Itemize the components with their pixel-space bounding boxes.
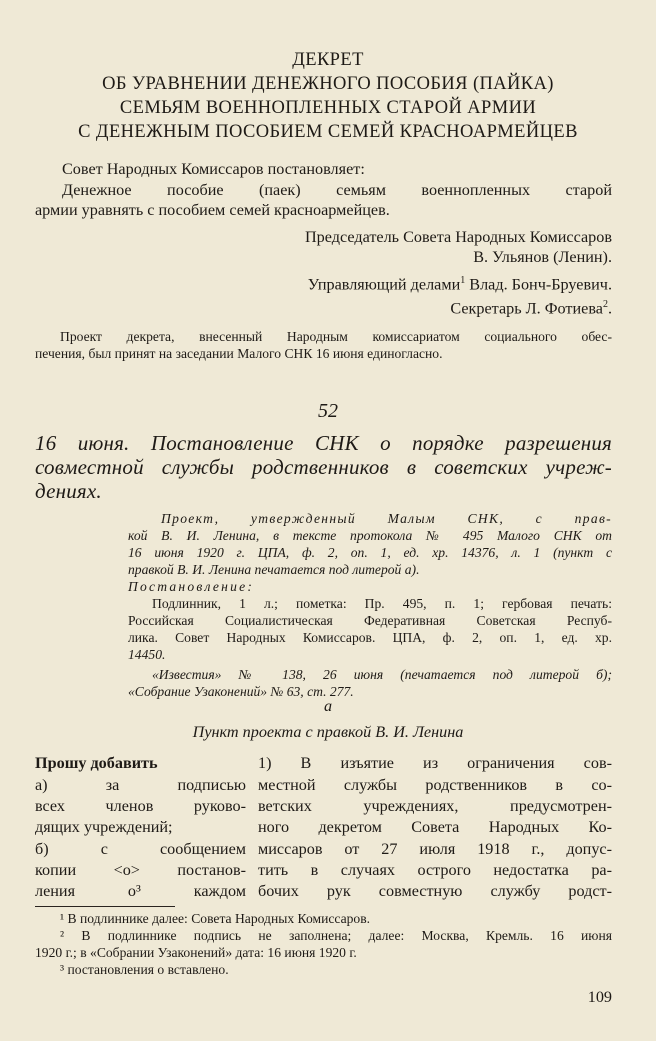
decree-body-line-3: армии уравнять с пособием семей красноармейцев.: [35, 201, 390, 219]
source-line-1: Проект, утвержденный Малым СНК, с прав-: [161, 511, 612, 526]
section-heading-line-2: совместной службы родственников в советских учреж-: [35, 455, 612, 479]
chairman-line-1: Председатель Совета Народных Комиссаров: [304, 228, 612, 246]
right-column-line-4: ного декретом Совета Народных Ко-: [258, 818, 612, 836]
manager-title: Управляющий делами: [307, 275, 461, 294]
section-heading-line-1: 16 июня. Постановление СНК о порядке разрешения: [35, 431, 612, 455]
original-line-2: Российская Социалистическая Федеративная Советская Респуб-: [128, 613, 612, 628]
left-column-line-7: ления о³ каждом: [35, 882, 246, 900]
footnote-divider: [35, 906, 175, 907]
decree-title-line-2: ОБ УРАВНЕНИИ ДЕНЕЖНОГО ПОСОБИЯ (ПАЙКА): [102, 74, 554, 94]
footnote-2-line-2: 1920 г.; в «Собрании Узаконений» дата: 16 июня 1920 г.: [35, 945, 357, 960]
footnote-2-line-1: ² В подлиннике подпись не заполнена; далее: Москва, Кремль. 16 июня: [60, 928, 612, 943]
decree-note-line-1: Проект декрета, внесенный Народным комиссариатом социального обес-: [60, 329, 612, 344]
footnote-3: ³ постановления о вставлено.: [60, 962, 229, 977]
secretary-end: .: [607, 299, 612, 318]
left-column-line-3: всех членов руково-: [35, 797, 246, 815]
right-column-line-6: тить в случаях острого недостатка ра-: [258, 861, 612, 879]
subheading: Пункт проекта с правкой В. И. Ленина: [192, 723, 464, 741]
manager-signature: [308, 275, 612, 294]
manager-name: Влад. Бонч-Бруевич.: [469, 275, 612, 294]
original-line-3: лика. Совет Народных Комиссаров. ЦПА, ф. 2, оп. 1, ед. хр.: [128, 630, 612, 645]
footnote-1: ¹ В подлиннике далее: Совета Народных Комиссаров.: [60, 911, 371, 926]
source-line-3: 16 июня 1920 г. ЦПА, ф. 2, оп. 1, ед. хр. 14376, л. 1 (пункт с: [128, 545, 612, 560]
secretary-name: Секретарь Л. Фотиева: [450, 299, 603, 318]
decree-title-line-1: ДЕКРЕТ: [292, 50, 364, 70]
left-column-line-2: а) за подписью: [35, 776, 246, 794]
right-column-line-7: бочих рук совместную службу родст-: [258, 882, 612, 900]
right-column-line-2: местной службы родственников в со-: [258, 776, 612, 794]
source-line-2: кой В. И. Ленина, в тексте протокола № 495 Малого СНК от: [128, 528, 612, 543]
original-line-4: 14450.: [128, 647, 166, 662]
chairman-line-2: В. Ульянов (Ленин).: [473, 248, 612, 266]
left-column-line-6: копии <о> постанов-: [35, 861, 246, 879]
right-column-line-3: ветских учреждениях, предусмотрен-: [258, 797, 612, 815]
decree-body-line-1: Совет Народных Комиссаров постановляет:: [62, 160, 365, 178]
section-letter: а: [323, 697, 333, 715]
decree-title-line-4: С ДЕНЕЖНЫМ ПОСОБИЕМ СЕМЕЙ КРАСНОАРМЕЙЦЕВ: [78, 122, 578, 142]
decree-title-line-3: СЕМЬЯМ ВОЕННОПЛЕННЫХ СТАРОЙ АРМИИ: [119, 98, 537, 118]
footnote-ref-2: 2: [602, 299, 608, 310]
section-heading-line-3: дениях.: [35, 479, 102, 503]
publication-line-1: «Известия» № 138, 26 июня (печатается под литерой б);: [152, 667, 612, 682]
secretary-signature: [450, 299, 612, 318]
left-column-line-5: б) с сообщением: [35, 840, 246, 858]
page-number: 109: [587, 988, 612, 1006]
left-column-line-4: дящих учреждений;: [35, 818, 173, 836]
source-line-4: правкой В. И. Ленина печатается под литерой а).: [128, 562, 420, 577]
decree-body-line-2: Денежное пособие (паек) семьям военнопленных старой: [62, 181, 612, 199]
section-number: 52: [318, 400, 338, 422]
right-column-line-5: миссаров от 27 июля 1918 г., допус-: [258, 840, 612, 858]
footnote-ref-1: 1: [460, 275, 466, 286]
original-line-1: Подлинник, 1 л.; пометка: Пр. 495, п. 1; гербовая печать:: [152, 596, 612, 611]
decision-label: Постановление:: [128, 579, 255, 594]
decree-note-line-2: печения, был принят на заседании Малого СНК 16 июня единогласно.: [35, 346, 443, 361]
publication-line-2: «Собрание Узаконений» № 63, ст. 277.: [128, 684, 354, 699]
right-column-line-1: 1) В изъятие из ограничения сов-: [258, 754, 612, 772]
left-column-line-1: Прошу добавить: [35, 754, 158, 772]
